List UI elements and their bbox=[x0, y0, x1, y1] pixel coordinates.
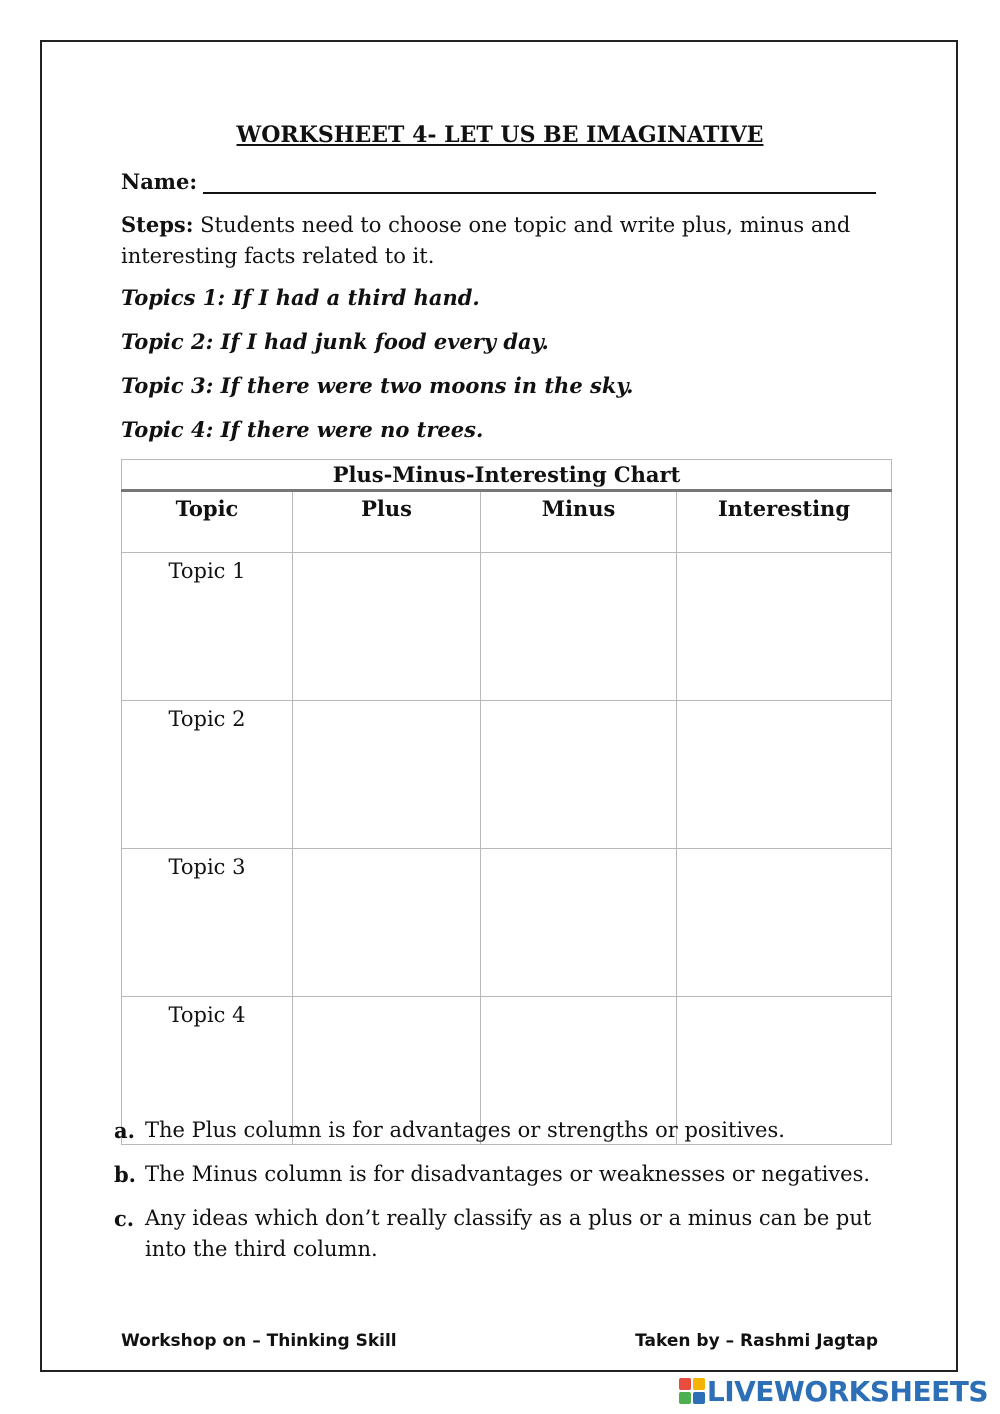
cell-topic-2-minus[interactable] bbox=[481, 701, 677, 849]
header-interesting: Interesting bbox=[677, 491, 892, 553]
liveworksheets-icon bbox=[679, 1378, 705, 1404]
cell-topic-3-plus[interactable] bbox=[293, 849, 481, 997]
header-minus: Minus bbox=[481, 491, 677, 553]
note-text: Any ideas which don’t really classify as a plus or a minus can be put into the third column. bbox=[145, 1206, 872, 1261]
note-b bbox=[114, 1159, 874, 1190]
note-a bbox=[114, 1115, 874, 1146]
steps-paragraph bbox=[121, 209, 881, 272]
header-topic: Topic bbox=[122, 491, 293, 553]
topic-1-line: Topics 1: If I had a third hand. bbox=[121, 285, 480, 310]
note-marker: a. bbox=[114, 1118, 135, 1143]
note-text: The Minus column is for disadvantages or weaknesses or negatives. bbox=[145, 1162, 871, 1186]
cell-topic-2-plus[interactable] bbox=[293, 701, 481, 849]
steps-label: Steps: bbox=[121, 212, 194, 237]
table-row bbox=[122, 553, 892, 701]
name-field-line[interactable] bbox=[203, 170, 876, 194]
logo-square-green bbox=[679, 1392, 691, 1404]
chart-caption: Plus-Minus-Interesting Chart bbox=[122, 460, 892, 491]
name-row bbox=[121, 166, 876, 194]
cell-topic-1-interesting[interactable] bbox=[677, 553, 892, 701]
row-label-topic-1: Topic 1 bbox=[122, 553, 293, 701]
logo-square-blue bbox=[693, 1392, 705, 1404]
brand-name: LIVEWORKSHEETS bbox=[706, 1374, 988, 1408]
table-row bbox=[122, 849, 892, 997]
logo-square-red bbox=[679, 1378, 691, 1390]
topic-2-line: Topic 2: If I had junk food every day. bbox=[121, 329, 549, 354]
note-marker: b. bbox=[114, 1162, 136, 1187]
footer-workshop: Workshop on – Thinking Skill bbox=[121, 1331, 397, 1351]
topic-4-line: Topic 4: If there were no trees. bbox=[121, 417, 484, 442]
worksheet-title: WORKSHEET 4- LET US BE IMAGINATIVE bbox=[236, 122, 764, 148]
note-c bbox=[114, 1203, 874, 1265]
footer-author: Taken by – Rashmi Jagtap bbox=[635, 1331, 878, 1351]
name-label: Name: bbox=[121, 169, 198, 194]
cell-topic-3-interesting[interactable] bbox=[677, 849, 892, 997]
table-row bbox=[122, 701, 892, 849]
cell-topic-1-plus[interactable] bbox=[293, 553, 481, 701]
row-label-topic-4: Topic 4 bbox=[122, 997, 293, 1145]
pmi-chart-table bbox=[121, 459, 892, 1145]
notes-list bbox=[114, 1115, 874, 1278]
row-label-topic-3: Topic 3 bbox=[122, 849, 293, 997]
topic-3-line: Topic 3: If there were two moons in the sky. bbox=[121, 373, 634, 398]
note-text: The Plus column is for advantages or strengths or positives. bbox=[145, 1118, 785, 1142]
row-label-topic-2: Topic 2 bbox=[122, 701, 293, 849]
liveworksheets-logo[interactable] bbox=[679, 1374, 988, 1408]
cell-topic-3-minus[interactable] bbox=[481, 849, 677, 997]
cell-topic-1-minus[interactable] bbox=[481, 553, 677, 701]
cell-topic-2-interesting[interactable] bbox=[677, 701, 892, 849]
steps-text: Students need to choose one topic and write plus, minus and interesting facts related to it. bbox=[121, 213, 851, 268]
header-plus: Plus bbox=[293, 491, 481, 553]
note-marker: c. bbox=[114, 1206, 135, 1231]
logo-square-yellow bbox=[693, 1378, 705, 1390]
